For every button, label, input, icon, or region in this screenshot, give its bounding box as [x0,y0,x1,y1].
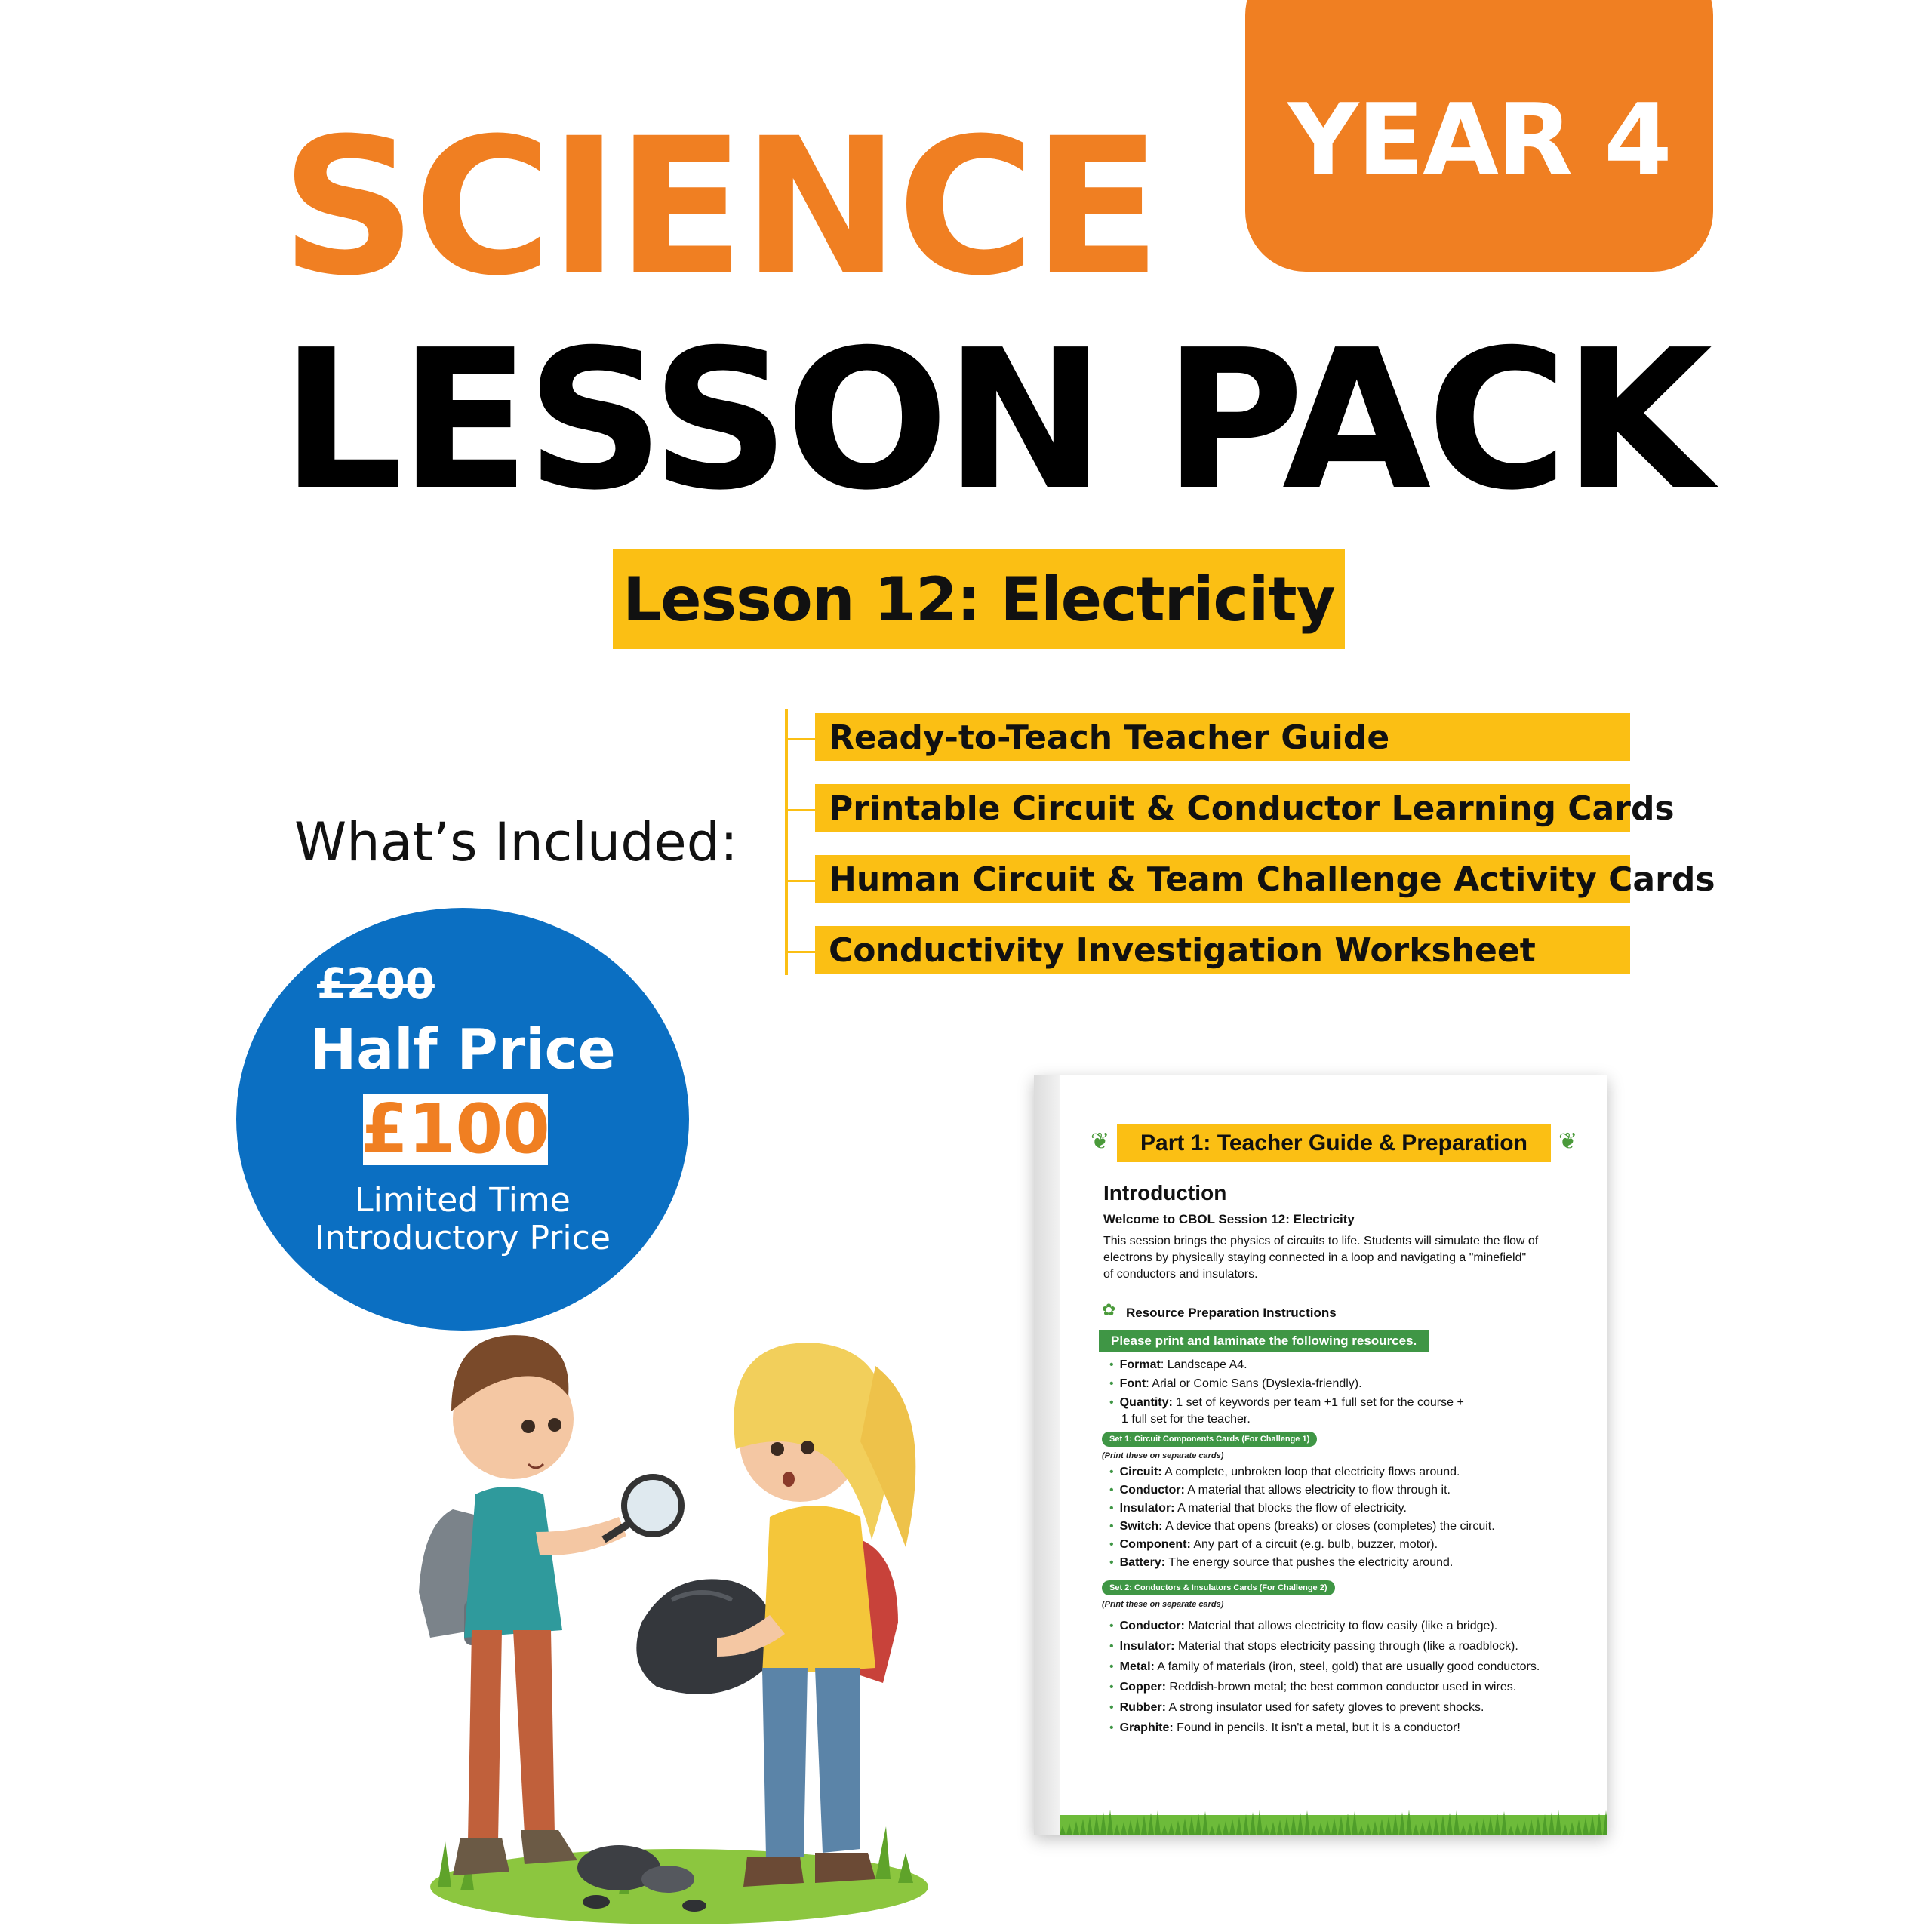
boy-shirt [464,1487,562,1638]
set2-note: (Print these on separate cards) [1102,1600,1224,1609]
included-item: Printable Circuit & Conductor Learning Cards [815,784,1630,832]
set1-item: • Insulator: A material that blocks the flow of electricity. [1109,1502,1407,1515]
prep-item: • Quantity: 1 set of keywords per team +1 full set for the course + [1109,1396,1464,1410]
leaf-icon: ❦ [1091,1128,1110,1155]
title-science: SCIENCE [281,97,1158,317]
year-label: YEAR 4 [1287,82,1671,197]
document-print-banner: Please print and laminate the following resources. [1099,1330,1429,1352]
bracket-tick [785,809,815,811]
title-lesson-pack: LESSON PACK [281,309,1709,533]
girl-shoe [815,1853,875,1883]
set1-item: • Battery: The energy source that pushes the electricity around. [1109,1556,1453,1570]
set2-label: Set 2: Conductors & Insulators Cards (For Challenge 2) [1102,1580,1335,1595]
pebble [682,1900,706,1912]
included-item: Human Circuit & Team Challenge Activity Cards [815,855,1630,903]
set1-item: • Switch: A device that opens (breaks) or closes (completes) the circuit. [1109,1520,1495,1534]
set1-item: • Circuit: A complete, unbroken loop that electricity flows around. [1109,1466,1460,1479]
included-item: Conductivity Investigation Worksheet [815,926,1630,974]
set1-item: • Conductor: A material that allows electricity to flow through it. [1109,1484,1451,1497]
set2-item: • Conductor: Material that allows electricity to flow easily (like a bridge). [1109,1620,1497,1633]
document-prep-title: Resource Preparation Instructions [1126,1306,1337,1320]
boy [419,1335,681,1875]
prep-item-continued: 1 full set for the teacher. [1121,1413,1251,1426]
new-price: £100 [361,1090,550,1169]
set1-item: • Component: Any part of a circuit (e.g. bulb, buzzer, motor). [1109,1538,1438,1552]
document-spine [1034,1075,1060,1835]
boy-leg [513,1630,555,1834]
document-paragraph: electrons by physically staying connected in a loop and navigating a "minefield" [1103,1251,1527,1264]
lesson-title: Lesson 12: Electricity [623,564,1335,635]
bracket-tick [785,951,815,953]
document-section-header: Part 1: Teacher Guide & Preparation [1117,1124,1551,1162]
set1-note: (Print these on separate cards) [1102,1451,1224,1460]
set2-item: • Rubber: A strong insulator used for safety gloves to prevent shocks. [1109,1701,1484,1715]
introductory-price-label: Introductory Price [315,1219,611,1257]
prep-item: • Format: Landscape A4. [1109,1358,1247,1372]
magnifying-glass [624,1477,681,1534]
pebble [583,1895,610,1909]
bracket-tick [785,738,815,740]
set2-item: • Graphite: Found in pencils. It isn't a metal, but it is a conductor! [1109,1721,1460,1735]
girl-shoe [743,1857,804,1887]
lesson-title-banner [613,549,1345,649]
document-paragraph: This session brings the physics of circuits to life. Students will simulate the flow of [1103,1235,1539,1247]
document-intro-title: Introduction [1103,1181,1227,1204]
boy-shoe [453,1838,509,1875]
leaf-icon: ❦ [1558,1128,1578,1155]
boy-leg [468,1630,502,1841]
boy-shoe [521,1830,577,1864]
bracket-line [785,709,788,975]
set2-item: • Insulator: Material that stops electricity passing through (like a roadblock). [1109,1640,1518,1654]
old-price: £200 [317,960,435,1009]
small-rock [641,1866,694,1893]
prep-item: • Font: Arial or Comic Sans (Dyslexia-friendly). [1109,1377,1362,1391]
new-price-box [361,1090,550,1169]
children-illustration [392,1298,1011,1932]
girl-leg [762,1668,808,1857]
set2-item: • Metal: A family of materials (iron, steel, gold) that are usually good conductors. [1109,1660,1540,1674]
document-welcome: Welcome to CBOL Session 12: Electricity [1103,1212,1355,1226]
set1-label: Set 1: Circuit Components Cards (For Challenge 1) [1102,1432,1317,1447]
bracket-tick [785,880,815,882]
included-item: Ready-to-Teach Teacher Guide [815,713,1630,761]
document-grass-border [1060,1800,1607,1835]
girl-hoodie [762,1506,875,1675]
half-price-label: Half Price [309,1017,616,1082]
sprout-icon: ✿ [1102,1301,1116,1320]
girl-leg [815,1668,860,1853]
document-paragraph: of conductors and insulators. [1103,1268,1258,1281]
set2-item: • Copper: Reddish-brown metal; the best common conductor used in wires. [1109,1681,1516,1694]
limited-time-label: Limited Time [355,1181,571,1220]
whats-included-label: What’s Included: [294,811,738,873]
